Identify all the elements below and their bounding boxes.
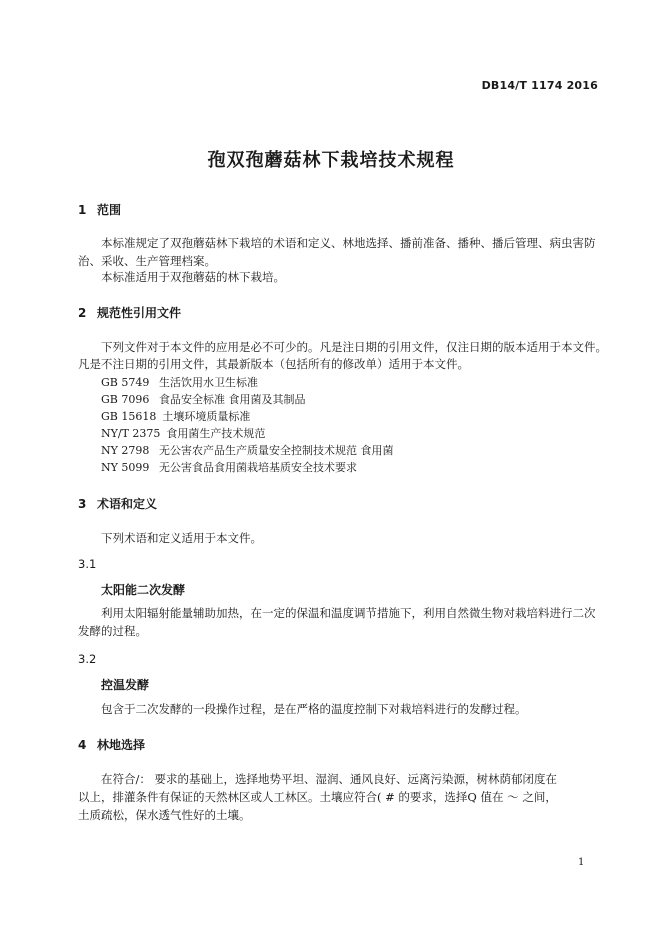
term-name: 太阳能二次发酵 [101, 583, 186, 597]
reference-title: 食用菌生产技术规范 [166, 427, 266, 440]
reference-title: 土壤环境质量标准 [162, 410, 251, 423]
reference-item [101, 408, 250, 424]
section-title: 术语和定义 [97, 497, 158, 511]
term-number: 3.1 [78, 557, 97, 571]
term-definition-line: 利用太阳辐射能量辅助加热，在一定的保温和温度调节措施下，利用自然微生物对栽培料进行二次 [101, 606, 596, 620]
reference-item [101, 442, 394, 458]
section-heading-normative-references [78, 304, 181, 321]
terms-intro: 下列术语和定义适用于本文件。 [101, 531, 262, 545]
reference-code: NY/T 2375 [101, 427, 161, 440]
term-definition-line: 发酵的过程。 [78, 624, 147, 638]
reference-code: GB 7096 [101, 393, 150, 406]
reference-code: NY 2798 [101, 444, 150, 457]
section-heading-scope [78, 201, 121, 218]
reference-item [101, 374, 258, 390]
reference-item [101, 459, 357, 475]
site-paragraph-line: 土质疏松，保水透气性好的土壤。 [78, 808, 251, 822]
site-paragraph-line: 在符合/： 要求的基础上，选择地势平坦、湿润、通风良好、远离污染源，树林荫郁闭度在 [101, 772, 558, 786]
reference-title: 无公害食品食用菌栽培基质安全技术要求 [159, 461, 357, 474]
site-paragraph-line: 以上，排灌条件有保证的天然林区或人工林区。土壤应符合( # 的要求，选择Q 值在 ～ 之间， [78, 790, 557, 804]
references-intro-line: 凡是不注日期的引用文件，其最新版本（包括所有的修改单）适用于本文件。 [78, 357, 469, 371]
section-heading-site-selection [78, 736, 145, 753]
section-title: 范围 [97, 203, 122, 217]
reference-title: 生活饮用水卫生标准 [159, 376, 258, 389]
scope-paragraph-line: 治、采收、生产管理档案。 [78, 254, 216, 268]
reference-title: 无公害农产品生产质量安全控制技术规范 食用菌 [159, 444, 394, 457]
section-number: 1 [78, 203, 87, 217]
section-number: 2 [78, 306, 87, 320]
reference-item [101, 425, 265, 441]
document-code: DB14/T 1174 2016 [481, 79, 598, 92]
section-heading-terms [78, 495, 157, 512]
reference-title: 食品安全标准 食用菌及其制品 [159, 393, 306, 406]
term-definition-line: 包含于二次发酵的一段操作过程，是在严格的温度控制下对栽培料进行的发酵过程。 [101, 702, 527, 716]
reference-item [101, 391, 306, 407]
term-number: 3.2 [78, 652, 97, 666]
scope-paragraph-line: 本标准规定了双孢蘑菇林下栽培的术语和定义、林地选择、播前准备、播种、播后管理、病虫害防 [101, 236, 596, 250]
section-number: 4 [78, 738, 87, 752]
document-title: 孢双孢蘑菇林下栽培技术规程 [207, 150, 455, 171]
reference-code: NY 5099 [101, 461, 150, 474]
reference-code: GB 15618 [101, 410, 157, 423]
reference-code: GB 5749 [101, 376, 150, 389]
term-name: 控温发酵 [101, 678, 150, 692]
scope-applicability: 本标准适用于双孢蘑菇的林下栽培。 [101, 270, 285, 284]
section-number: 3 [78, 497, 87, 511]
section-title: 规范性引用文件 [97, 306, 182, 320]
section-title: 林地选择 [97, 738, 146, 752]
references-intro-line: 下列文件对于本文件的应用是必不可少的。凡是注日期的引用文件，仅注日期的版本适用于本文件。 [101, 340, 607, 354]
page-number: 1 [578, 857, 585, 868]
